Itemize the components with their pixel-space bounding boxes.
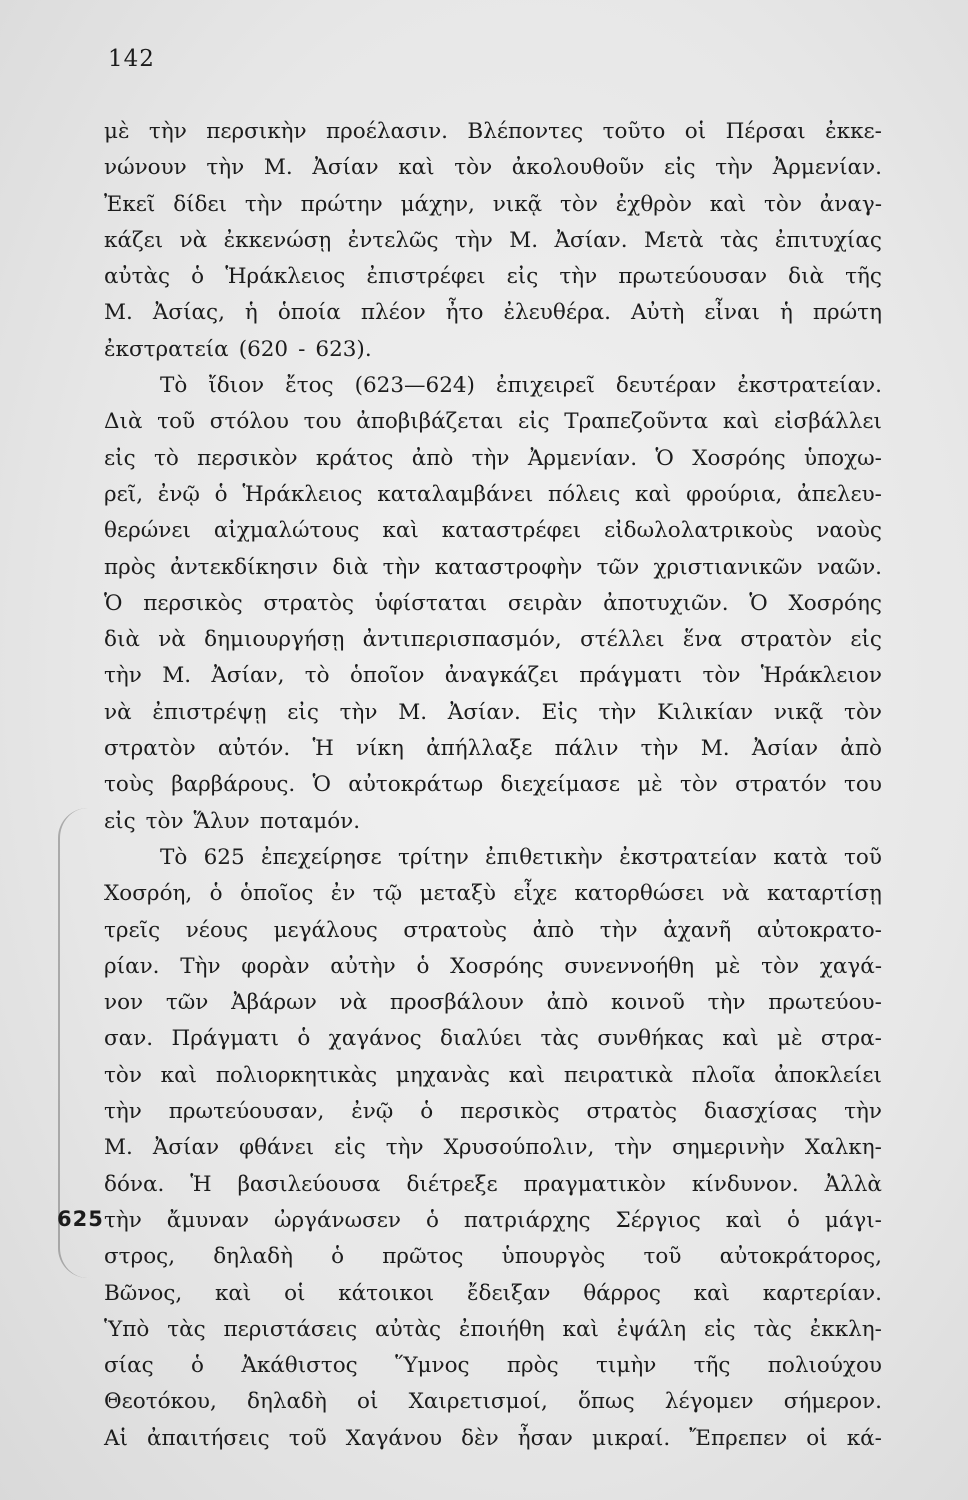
text-line: Χοσρόη, ὁ ὁποῖος ἐν τῷ μεταξὺ εἶχε κατορθώσει νὰ καταρτίσῃ	[104, 881, 882, 907]
text-line: σίας ὁ Ἀκάθιστος Ὕμνος πρὸς τιμὴν τῆς πολιούχου	[104, 1353, 882, 1379]
text-line: αὐτὰς ὁ Ἡράκλειος ἐπιστρέφει εἰς τὴν πρωτεύουσαν διὰ τῆς	[104, 264, 882, 290]
text-line: νὰ ἐπιστρέψῃ εἰς τὴν Μ. Ἀσίαν. Εἰς τὴν Κιλικίαν νικᾷ τὸν	[104, 699, 882, 725]
text-line: σαν. Πράγματι ὁ χαγάνος διαλύει τὰς συνθήκας καὶ μὲ στρα-	[104, 1026, 882, 1052]
text-line: Διὰ τοῦ στόλου του ἀποβιβάζεται εἰς Τραπεζοῦντα καὶ εἰσβάλλει	[104, 409, 882, 435]
text-line: Ὑπὸ τὰς περιστάσεις αὐτὰς ἐποιήθη καὶ ἐψάλη εἰς τὰς ἐκκλη-	[104, 1316, 882, 1342]
text-line: Ὁ περσικὸς στρατὸς ὑφίσταται σειρὰν ἀποτυχιῶν. Ὁ Χοσρόης	[104, 590, 882, 616]
text-line: μὲ τὴν περσικὴν προέλασιν. Βλέποντες τοῦτο οἱ Πέρσαι ἐκκε-	[104, 119, 882, 144]
text-line: Θεοτόκου, δηλαδὴ οἱ Χαιρετισμοί, ὅπως λέγομεν σήμερον.	[104, 1389, 882, 1415]
text-line: τρεῖς νέους μεγάλους στρατοὺς ἀπὸ τὴν ἀχανῆ αὐτοκρατο-	[104, 917, 882, 943]
text-line: Ἐκεῖ δίδει τὴν πρώτην μάχην, νικᾷ τὸν ἐχθρὸν καὶ τὸν ἀναγ-	[104, 191, 882, 217]
body-text	[104, 114, 882, 1457]
text-line: στρατὸν αὐτόν. Ἡ νίκη ἀπήλλαξε πάλιν τὴν Μ. Ἀσίαν ἀπὸ	[104, 736, 882, 762]
text-line: θερώνει αἰχμαλώτους καὶ καταστρέφει εἰδωλολατρικοὺς ναοὺς	[104, 518, 882, 544]
text-line: τὸν καὶ πολιορκητικὰς μηχανὰς καὶ πειρατικὰ πλοῖα ἀποκλείει	[104, 1062, 882, 1088]
text-line: Βῶνος, καὶ οἱ κάτοικοι ἔδειξαν θάρρος καὶ καρτερίαν.	[104, 1280, 882, 1306]
text-line: νον τῶν Ἀβάρων νὰ προσβάλουν ἀπὸ κοινοῦ τὴν πρωτεύου-	[104, 990, 882, 1016]
text-line: νώνουν τὴν Μ. Ἀσίαν καὶ τὸν ἀκολουθοῦν εἰς τὴν Ἀρμενίαν.	[104, 155, 882, 181]
text-line: τοὺς βαρβάρους. Ὁ αὐτοκράτωρ διεχείμασε μὲ τὸν στρατόν του	[104, 772, 882, 798]
text-line: διὰ νὰ δημιουργήσῃ ἀντιπερισπασμόν, στέλλει ἕνα στρατὸν εἰς	[104, 627, 882, 653]
text-line: Μ. Ἀσίαν φθάνει εἰς τὴν Χρυσούπολιν, τὴν σημερινὴν Χαλκη-	[104, 1135, 882, 1161]
page-number: 142	[108, 46, 155, 72]
text-line: Τὸ ἴδιον ἔτος (623—624) ἐπιχειρεῖ δευτέραν ἐκστρατείαν.	[160, 373, 882, 399]
text-line: Αἱ ἀπαιτήσεις τοῦ Χαγάνου δὲν ἦσαν μικραί. Ἔπρεπεν οἱ κά-	[104, 1425, 882, 1451]
text-line: τὴν Μ. Ἀσίαν, τὸ ὁποῖον ἀναγκάζει πράγματι τὸν Ἡράκλειον	[104, 663, 882, 689]
text-line: τὴν ἄμυναν ὠργάνωσεν ὁ πατριάρχης Σέργιος καὶ ὁ μάγι-	[104, 1207, 882, 1233]
text-line: ρίαν. Τὴν φορὰν αὐτὴν ὁ Χοσρόης συνεννοήθη μὲ τὸν χαγά-	[104, 953, 882, 979]
text-line: Μ. Ἀσίας, ἡ ὁποία πλέον ἦτο ἐλευθέρα. Αὐτὴ εἶναι ἡ πρώτη	[104, 300, 882, 326]
text-line: κάζει νὰ ἐκκενώσῃ ἐντελῶς τὴν Μ. Ἀσίαν. Μετὰ τὰς ἐπιτυχίας	[104, 227, 882, 253]
text-line: πρὸς ἀντεκδίκησιν διὰ τὴν καταστροφὴν τῶν χριστιανικῶν ναῶν.	[104, 554, 882, 580]
text-line: ἐκστρατεία (620 - 623).	[104, 336, 372, 362]
text-line: εἰς τὸ περσικὸν κράτος ἀπὸ τὴν Ἀρμενίαν. Ὁ Χοσρόης ὑποχω-	[104, 445, 882, 471]
text-line: τὴν πρωτεύουσαν, ἐνῷ ὁ περσικὸς στρατὸς διασχίσας τὴν	[104, 1099, 882, 1125]
text-line: ρεῖ, ἐνῷ ὁ Ἡράκλειος καταλαμβάνει πόλεις καὶ φρούρια, ἀπελευ-	[104, 481, 882, 507]
margin-year-note: 625	[57, 1207, 104, 1231]
text-line: στρος, δηλαδὴ ὁ πρῶτος ὑπουργὸς τοῦ αὐτοκράτορος,	[104, 1244, 882, 1270]
text-line: εἰς τὸν Ἅλυν ποταμόν.	[104, 808, 361, 834]
text-line: δόνα. Ἡ βασιλεύουσα διέτρεξε πραγματικὸν κίνδυνον. Ἀλλὰ	[104, 1171, 882, 1197]
text-line: Τὸ 625 ἐπεχείρησε τρίτην ἐπιθετικὴν ἐκστρατείαν κατὰ τοῦ	[160, 844, 882, 870]
